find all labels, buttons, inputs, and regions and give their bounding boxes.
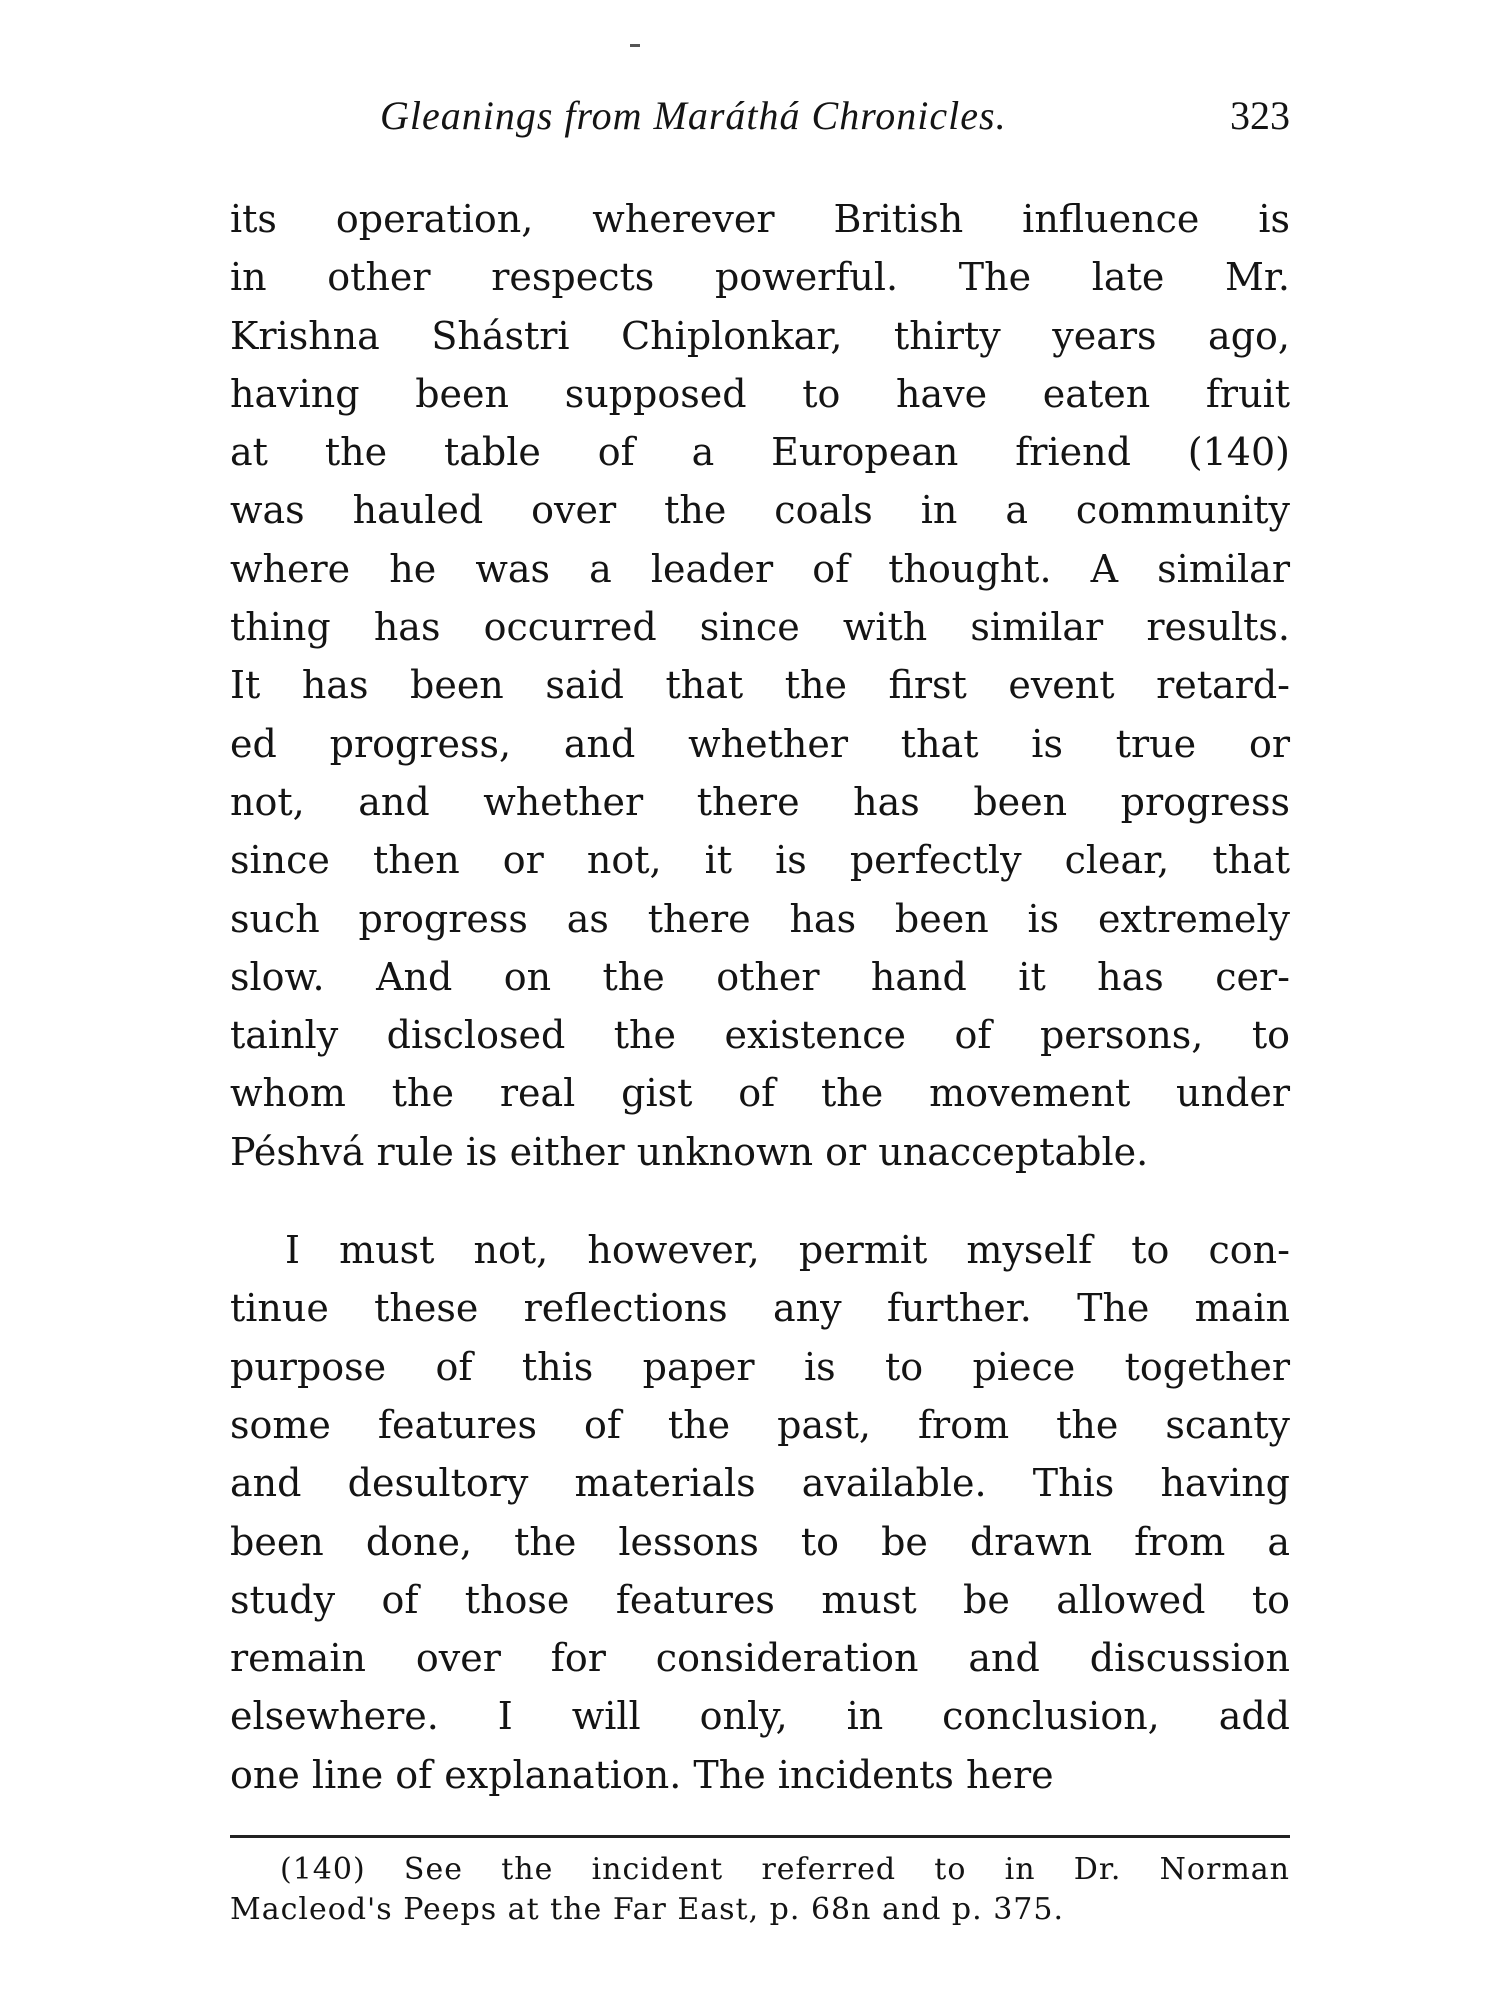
text-line: elsewhere. I will only, in conclusion, add xyxy=(230,1694,1290,1739)
text-line: was hauled over the coals in a community xyxy=(230,488,1290,533)
text-line: at the table of a European friend (140) xyxy=(230,430,1290,475)
text-line: since then or not, it is perfectly clear, that xyxy=(230,838,1290,883)
text-line: study of those features must be allowed to xyxy=(230,1577,1290,1622)
text-line: its operation, wherever British influence is xyxy=(230,197,1290,241)
running-title: Gleanings from Maráthá Chronicles. xyxy=(380,93,1007,138)
footnote-line: Macleod's Peeps at the Far East, p. 68n and p. 375. xyxy=(230,1892,1065,1927)
text-line: whom the real gist of the movement under xyxy=(230,1071,1290,1116)
text-line: in other respects powerful. The late Mr. xyxy=(230,255,1290,300)
text-line: tinue these reflections any further. The main xyxy=(230,1286,1290,1331)
text-line: thing has occurred since with similar results. xyxy=(230,605,1290,650)
page-number: 323 xyxy=(1230,93,1290,138)
text-line: not, and whether there has been progress xyxy=(230,779,1290,824)
footnote xyxy=(230,1850,1290,1930)
text-line: slow. And on the other hand it has cer- xyxy=(230,954,1290,999)
text-line: tainly disclosed the existence of persons, to xyxy=(230,1013,1290,1058)
footnote-line: (140) See the incident referred to in Dr. Norman xyxy=(280,1852,1290,1887)
paragraph-2 xyxy=(230,1221,1290,1804)
text-line: Péshvá rule is either unknown or unacceptable. xyxy=(230,1129,1149,1174)
text-line: Krishna Shástri Chiplonkar, thirty years ago, xyxy=(230,313,1290,358)
print-speck xyxy=(630,44,640,47)
text-line: been done, the lessons to be drawn from a xyxy=(230,1519,1290,1564)
text-line: where he was a leader of thought. A similar xyxy=(230,546,1290,591)
text-line: ed progress, and whether that is true or xyxy=(230,721,1290,766)
text-line: purpose of this paper is to piece together xyxy=(230,1344,1290,1389)
body-text xyxy=(230,190,1290,1804)
text-line: one line of explanation. The incidents here xyxy=(230,1752,1054,1797)
text-line: remain over for consideration and discussion xyxy=(230,1636,1290,1681)
text-line: some features of the past, from the scanty xyxy=(230,1402,1290,1447)
text-line: It has been said that the first event retard- xyxy=(230,663,1290,708)
footnote-rule xyxy=(230,1835,1290,1838)
text-line: and desultory materials available. This having xyxy=(230,1461,1290,1506)
running-head xyxy=(230,92,1290,152)
paragraph-1 xyxy=(230,190,1290,1181)
text-line: having been supposed to have eaten fruit xyxy=(230,371,1290,416)
text-line: such progress as there has been is extremely xyxy=(230,896,1290,941)
text-line: I must not, however, permit myself to con- xyxy=(285,1228,1290,1273)
